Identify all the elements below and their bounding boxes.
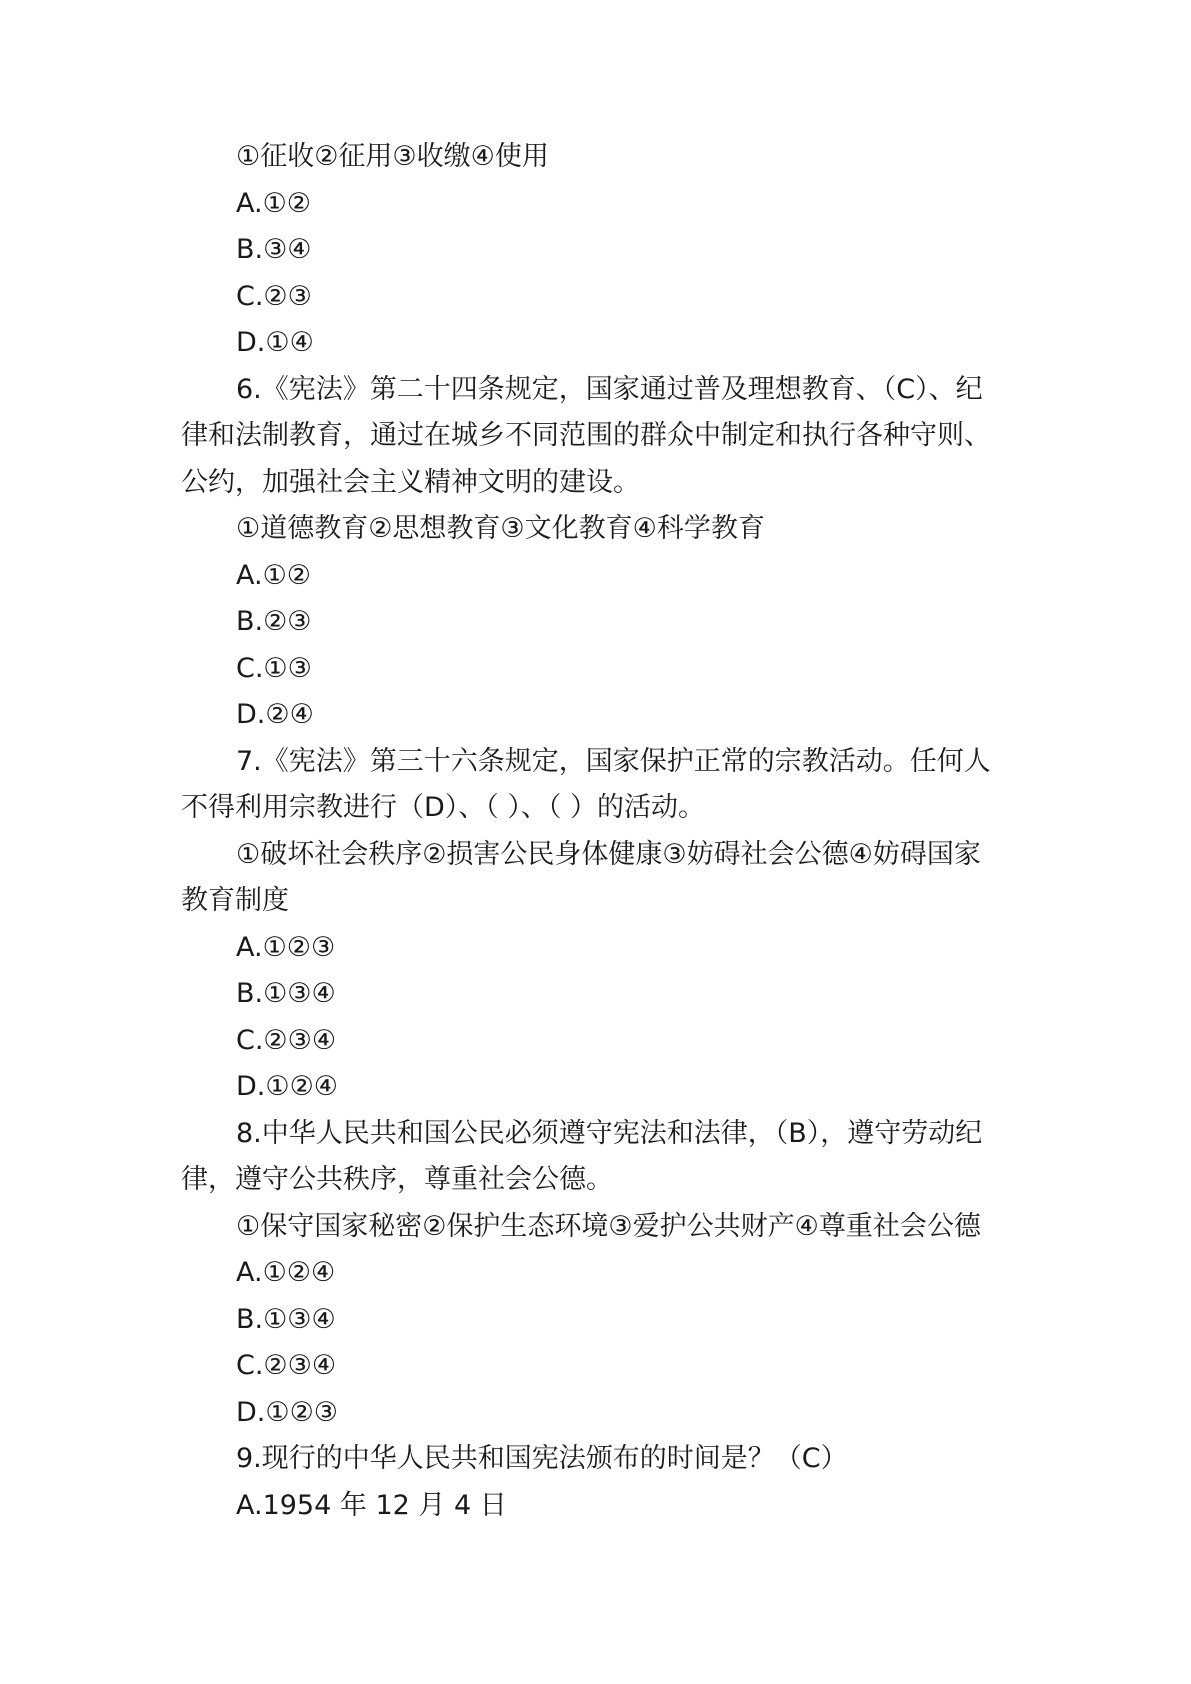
text-line: D.①②④ [236, 1071, 338, 1102]
text-line: B.②③ [236, 606, 312, 637]
text-line: B.①③④ [236, 978, 336, 1009]
text-line: B.①③④ [236, 1303, 336, 1335]
text-line: 9.现行的中华人民共和国宪法颁布的时间是？（C） [236, 1443, 848, 1474]
text-line: A.①② [236, 187, 311, 219]
text-line: 7.《宪法》第三十六条规定，国家保护正常的宗教活动。任何人 [236, 745, 991, 777]
text-line: C.①③ [236, 652, 312, 684]
text-line: 公约，加强社会主义精神文明的建设。 [181, 466, 640, 498]
text-line: 8.中华人民共和国公民必须遵守宪法和法律，（B），遵守劳动纪 [236, 1117, 983, 1149]
text-line: C.②③④ [236, 1350, 337, 1381]
text-line: D.①②③ [236, 1396, 338, 1428]
text-line: C.②③④ [236, 1024, 337, 1056]
document-body [181, 134, 1021, 1529]
text-line: D.②④ [236, 699, 314, 730]
text-line: 不得利用宗教进行（D）、（ ）、（ ）的活动。 [181, 792, 705, 823]
text-line: B.③④ [236, 234, 312, 265]
text-line: D.①④ [236, 327, 314, 358]
text-line: ①征收②征用③收缴④使用 [236, 141, 549, 172]
text-line: A.1954 年 12 月 4 日 [236, 1489, 507, 1521]
text-line: A.①②③ [236, 931, 336, 963]
text-line: ①破坏社会秩序②损害公民身体健康③妨碍社会公德④妨碍国家 [236, 838, 981, 870]
text-line: A.①② [236, 559, 311, 591]
text-line: ①保守国家秘密②保护生态环境③爱护公共财产④尊重社会公德 [236, 1210, 981, 1242]
text-line: 6.《宪法》第二十四条规定，国家通过普及理想教育、（C）、纪 [236, 373, 983, 405]
text-line: C.②③ [236, 280, 312, 312]
text-line: A.①②④ [236, 1257, 336, 1288]
text-line: ①道德教育②思想教育③文化教育④科学教育 [236, 513, 765, 544]
text-line: 律和法制教育，通过在城乡不同范围的群众中制定和执行各种守则、 [181, 420, 991, 451]
text-line: 教育制度 [181, 885, 289, 916]
text-line: 律，遵守公共秩序，尊重社会公德。 [181, 1164, 613, 1195]
